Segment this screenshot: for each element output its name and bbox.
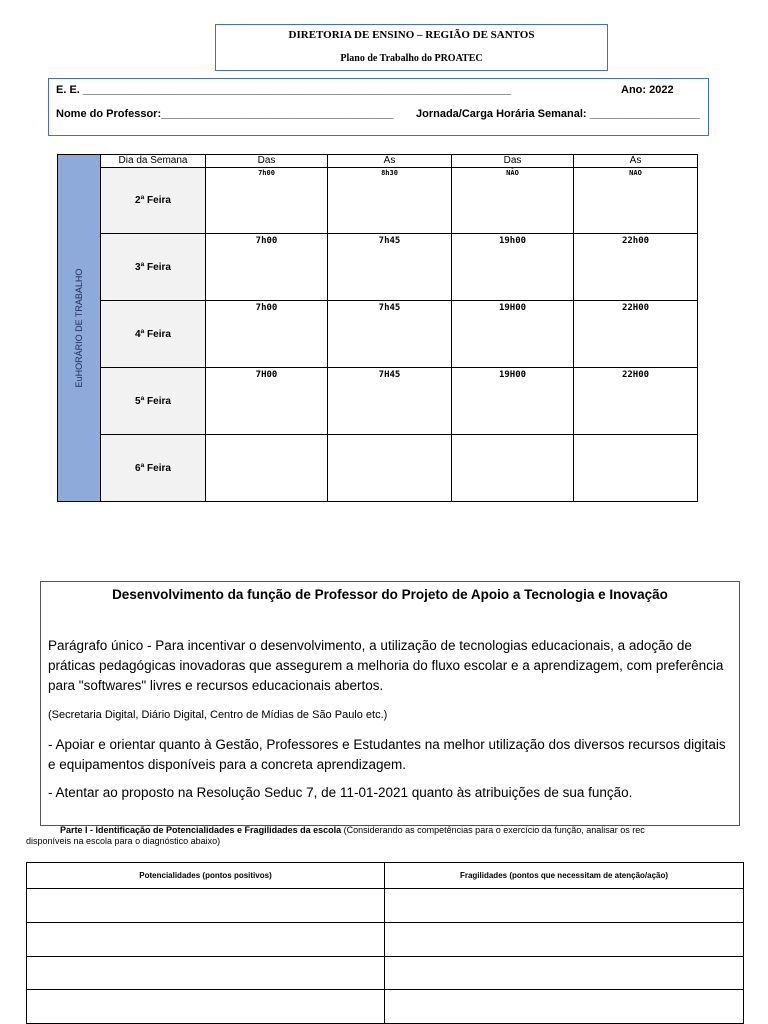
part-one-text: (Considerando as competências para o exercício da função, analisar os rec	[341, 825, 645, 835]
time-cell[interactable]: 7h00	[206, 301, 328, 368]
time-cell[interactable]: 7h00	[206, 234, 328, 301]
digital-resources-note: (Secretaria Digital, Diário Digital, Centro de Mídias de São Paulo etc.)	[48, 709, 388, 721]
teacher-name-field[interactable]: Nome do Professor:______________________________________	[56, 108, 394, 120]
fragilidade-cell[interactable]	[385, 889, 744, 923]
table-row	[58, 234, 698, 301]
support-guideline: - Apoiar e orientar quanto à Gestão, Professores e Estudantes na melhor utilização dos diversos recursos digitais e equipamentos disponíveis para a concreta aprendizagem.	[48, 737, 726, 772]
time-cell[interactable]: 7h45	[328, 234, 452, 301]
day-cell: 4ª Feira	[101, 301, 206, 368]
time-cell[interactable]: 7h45	[328, 301, 452, 368]
resolution-guideline: - Atentar ao proposto na Resolução Seduc 7, de 11-01-2021 quanto às atribuições de sua função.	[48, 785, 633, 800]
potencialidade-cell[interactable]	[27, 956, 385, 990]
time-cell[interactable]: 8h30	[328, 168, 452, 234]
fragilidade-cell[interactable]	[385, 990, 744, 1024]
header-das-2: Das	[452, 155, 574, 168]
schedule-side-label	[58, 155, 101, 502]
time-cell[interactable]	[328, 435, 452, 502]
fragilidade-cell[interactable]	[385, 956, 744, 990]
header-potencialidades: Potencialidades (pontos positivos)	[27, 863, 385, 889]
header-day: Dia da Semana	[101, 155, 206, 168]
time-cell[interactable]: NAO	[574, 168, 698, 234]
header-as-1: Às	[328, 155, 452, 168]
time-cell[interactable]: 22H00	[574, 301, 698, 368]
time-cell[interactable]: 19H00	[452, 368, 574, 435]
development-title: Desenvolvimento da função de Professor do Projeto de Apoio a Tecnologia e Inovação	[112, 587, 668, 602]
potencialidade-cell[interactable]	[27, 990, 385, 1024]
header-subtitle: Plano de Trabalho do PROATEC	[340, 53, 483, 64]
header-das-1: Das	[206, 155, 328, 168]
potencialidade-cell[interactable]	[27, 923, 385, 957]
year-label: Ano: 2022	[621, 84, 674, 96]
side-label-text: EuHORÁRIO DE TRABALHO	[74, 268, 84, 388]
header-title: DIRETORIA DE ENSINO – REGIÃO DE SANTOS	[288, 29, 535, 41]
day-cell: 2ª Feira	[101, 168, 206, 234]
time-cell[interactable]: 22H00	[574, 368, 698, 435]
table-row	[58, 368, 698, 435]
table-row	[27, 923, 744, 957]
school-name-field[interactable]: E. E. ______________________________________________________________________	[56, 84, 512, 96]
assessment-table	[26, 862, 744, 1024]
time-cell[interactable]: 7H00	[206, 368, 328, 435]
table-row	[58, 435, 698, 502]
table-row	[27, 990, 744, 1024]
time-cell[interactable]: 19H00	[452, 301, 574, 368]
table-row	[58, 168, 698, 234]
header-fragilidades: Fragilidades (pontos que necessitam de atenção/ação)	[385, 863, 744, 889]
table-row	[58, 301, 698, 368]
time-cell[interactable]: 19h00	[452, 234, 574, 301]
part-one-heading: Parte I - Identificação de Potencialidades e Fragilidades da escola	[60, 825, 342, 835]
time-cell[interactable]: NÃO	[452, 168, 574, 234]
paragraph-unique: Parágrafo único - Para incentivar o desenvolvimento, a utilização de tecnologias educacionais, a adoção de práticas pedagógicas inovadoras que assegurem a melhoria do fluxo escolar e a aprendizagem, com preferência para "softwares" livres e recursos educacionais abertos.	[48, 638, 724, 693]
workload-field[interactable]: Jornada/Carga Horária Semanal: __________________	[416, 108, 700, 120]
time-cell[interactable]: 7h00	[206, 168, 328, 234]
table-row	[27, 889, 744, 923]
fragilidade-cell[interactable]	[385, 923, 744, 957]
header-as-2: Às	[574, 155, 698, 168]
table-row	[27, 956, 744, 990]
day-cell: 6ª Feira	[101, 435, 206, 502]
day-cell: 5ª Feira	[101, 368, 206, 435]
potencialidade-cell[interactable]	[27, 889, 385, 923]
day-cell: 3ª Feira	[101, 234, 206, 301]
development-box	[40, 581, 740, 826]
document-header	[215, 24, 608, 71]
time-cell[interactable]	[574, 435, 698, 502]
part-one-intro	[26, 825, 768, 847]
schedule-table	[57, 154, 698, 502]
school-info-box	[48, 78, 709, 136]
time-cell[interactable]	[452, 435, 574, 502]
time-cell[interactable]	[206, 435, 328, 502]
time-cell[interactable]: 7H45	[328, 368, 452, 435]
part-one-text-line2: disponíveis na escola para o diagnóstico abaixo)	[26, 836, 221, 846]
time-cell[interactable]: 22h00	[574, 234, 698, 301]
